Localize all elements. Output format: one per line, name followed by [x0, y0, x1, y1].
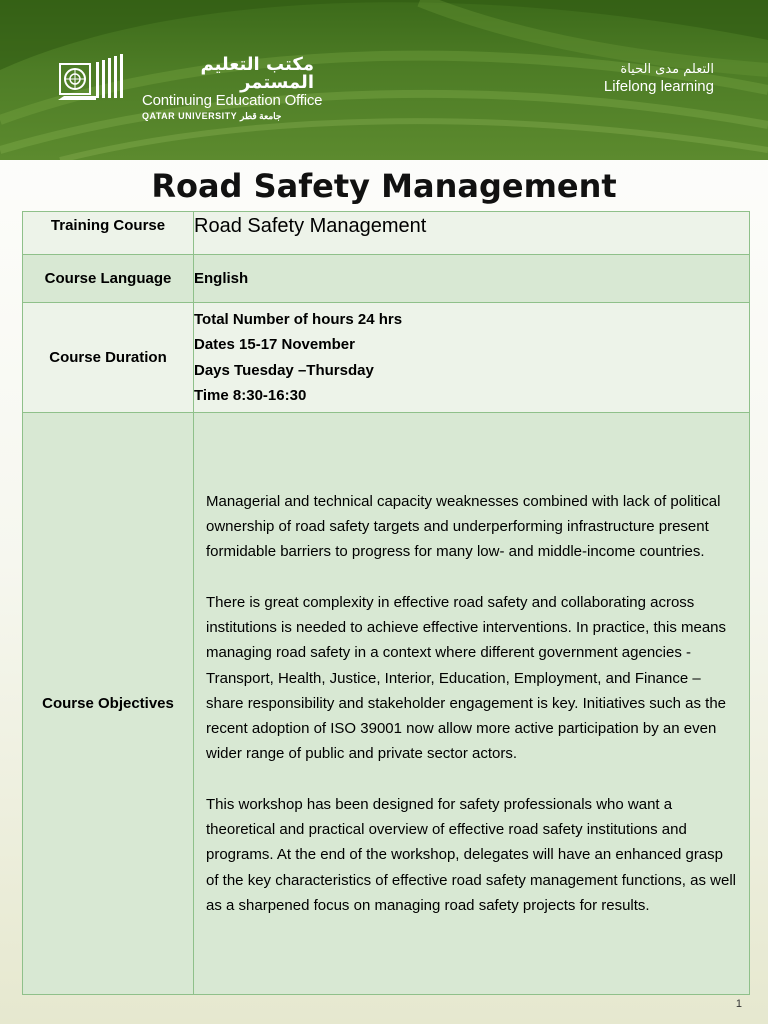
- table-row-course-objectives: [23, 413, 750, 995]
- page-number: 1: [735, 998, 742, 1010]
- course-objectives-label: Course Objectives: [23, 413, 194, 995]
- course-duration-value: [194, 303, 750, 413]
- logo-arabic-name: مكتب التعليم المستمر: [200, 54, 314, 93]
- table-row-training-course: [23, 212, 750, 255]
- training-course-label: Training Course: [23, 212, 194, 255]
- duration-dates: Dates 15-17 November: [194, 336, 355, 353]
- objectives-paragraph-1: Managerial and technical capacity weaknesses combined with lack of political ownership of road safety targets and underperforming infrastructure present formidable barriers to progress for many low- and middle-income countries.: [206, 492, 721, 561]
- table-row-course-duration: [23, 303, 750, 413]
- header-banner: [0, 0, 768, 160]
- course-duration-label: Course Duration: [23, 303, 194, 413]
- objectives-paragraph-2: There is great complexity in effective road safety and collaborating across institutions is needed to achieve effective interventions. In practice, this means managing road safety in a context where different government agencies - Transport, Health, Justice, Interior, Education, Employment, and Finance – share responsibility and stakeholder engagement is key. Initiatives such as the recent adoption of ISO 39001 now allow more active participation by an even wider range of public and private sector actors.: [206, 593, 727, 763]
- logo-university-name: QATAR UNIVERSITY جامعة قطر: [142, 111, 282, 121]
- page-title: Road Safety Management: [151, 167, 617, 205]
- qatar-university-logo-icon: [56, 52, 136, 104]
- tagline-arabic: التعلم مدى الحياة: [620, 62, 714, 77]
- table-row-course-language: [23, 255, 750, 303]
- duration-total-hours: Total Number of hours 24 hrs: [194, 310, 403, 328]
- logo-text-block: [142, 56, 322, 122]
- tagline-english: Lifelong learning: [603, 78, 714, 95]
- logo-english-name: Continuing Education Office: [142, 92, 323, 109]
- course-language-label: Course Language: [23, 255, 194, 303]
- duration-days: Days Tuesday –Thursday: [194, 361, 374, 379]
- tagline-block: [604, 62, 714, 96]
- objectives-paragraph-3: This workshop has been designed for safety professionals who want a theoretical and practical overview of effective road safety institutions and programs. At the end of the workshop, delegates will have an enhanced grasp of the key characteristics of effective road safety management functions, as well as a sharpened focus on managing road safety projects for results.: [206, 795, 736, 914]
- training-course-value: Road Safety Management: [194, 212, 750, 255]
- course-info-table: [22, 211, 750, 995]
- course-objectives-value: [194, 413, 750, 995]
- course-language-value: English: [194, 255, 750, 303]
- duration-time: Time 8:30-16:30: [194, 387, 307, 404]
